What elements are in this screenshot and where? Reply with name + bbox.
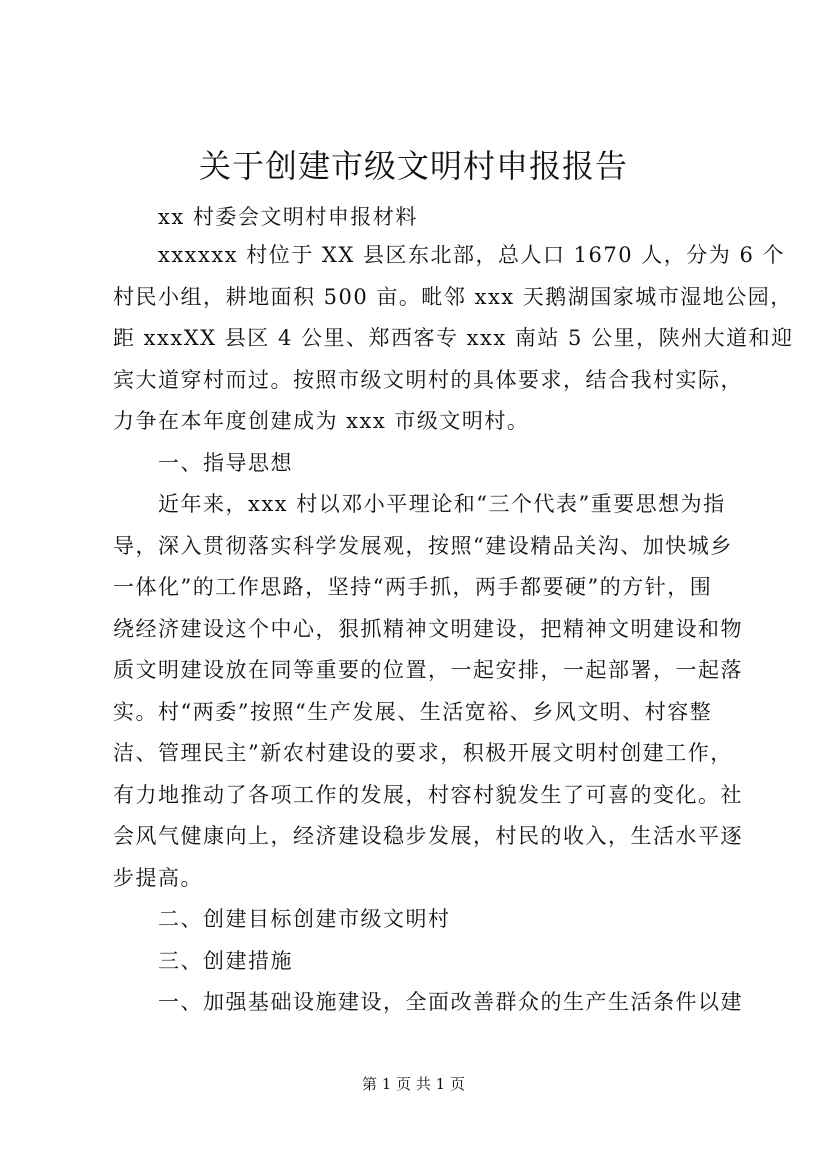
body-line: 村民小组，耕地面积 500 亩。毗邻 xxx 天鹅湖国家城市湿地公园， <box>113 285 793 309</box>
body-line: 有力地推动了各项工作的发展，村容村貌发生了可喜的变化。社 <box>113 783 743 807</box>
page-footer: 第 1 页 共 1 页 <box>362 1075 465 1093</box>
body-line: 力争在本年度创建成为 xxx 市级文明村。 <box>113 409 530 433</box>
body-line: xx 村委会文明村申报材料 <box>113 205 418 229</box>
body-line: 质文明建设放在同等重要的位置，一起安排，一起部署，一起落 <box>113 658 743 682</box>
body-line: 导，深入贯彻落实科学发展观，按照“建设精品关沟、加快城乡 <box>113 534 733 558</box>
body-line: 一、加强基础设施建设，全面改善群众的生产生活条件以建 <box>113 990 743 1014</box>
body-line: 宾大道穿村而过。按照市级文明村的具体要求，结合我村实际， <box>113 368 743 392</box>
body-line: 一体化”的工作思路，坚持“两手抓，两手都要硬”的方针，围 <box>113 575 713 599</box>
body-line: 洁、管理民主”新农村建设的要求，积极开展文明村创建工作， <box>113 741 733 765</box>
body-line: 距 xxxXX 县区 4 公里、郑西客专 xxx 南站 5 公里，陕州大道和迎 <box>113 326 794 350</box>
body-line: 绕经济建设这个中心，狠抓精神文明建设，把精神文明建设和物 <box>113 617 743 641</box>
document-title: 关于创建市级文明村申报报告 <box>198 147 628 185</box>
body-line: 步提高。 <box>113 866 203 890</box>
body-line: 实。村“两委”按照“生产发展、生活宽裕、乡风文明、村容整 <box>113 700 713 724</box>
section-heading: 三、创建措施 <box>113 949 293 973</box>
body-line: 近年来，xxx 村以邓小平理论和“三个代表”重要思想为指 <box>113 492 726 516</box>
section-heading: 一、指导思想 <box>113 451 293 475</box>
body-line: xxxxxx 村位于 XX 县区东北部，总人口 1670 人，分为 6 个 <box>113 243 785 267</box>
section-heading: 二、创建目标创建市级文明村 <box>113 907 451 931</box>
body-line: 会风气健康向上，经济建设稳步发展，村民的收入，生活水平逐 <box>113 824 743 848</box>
